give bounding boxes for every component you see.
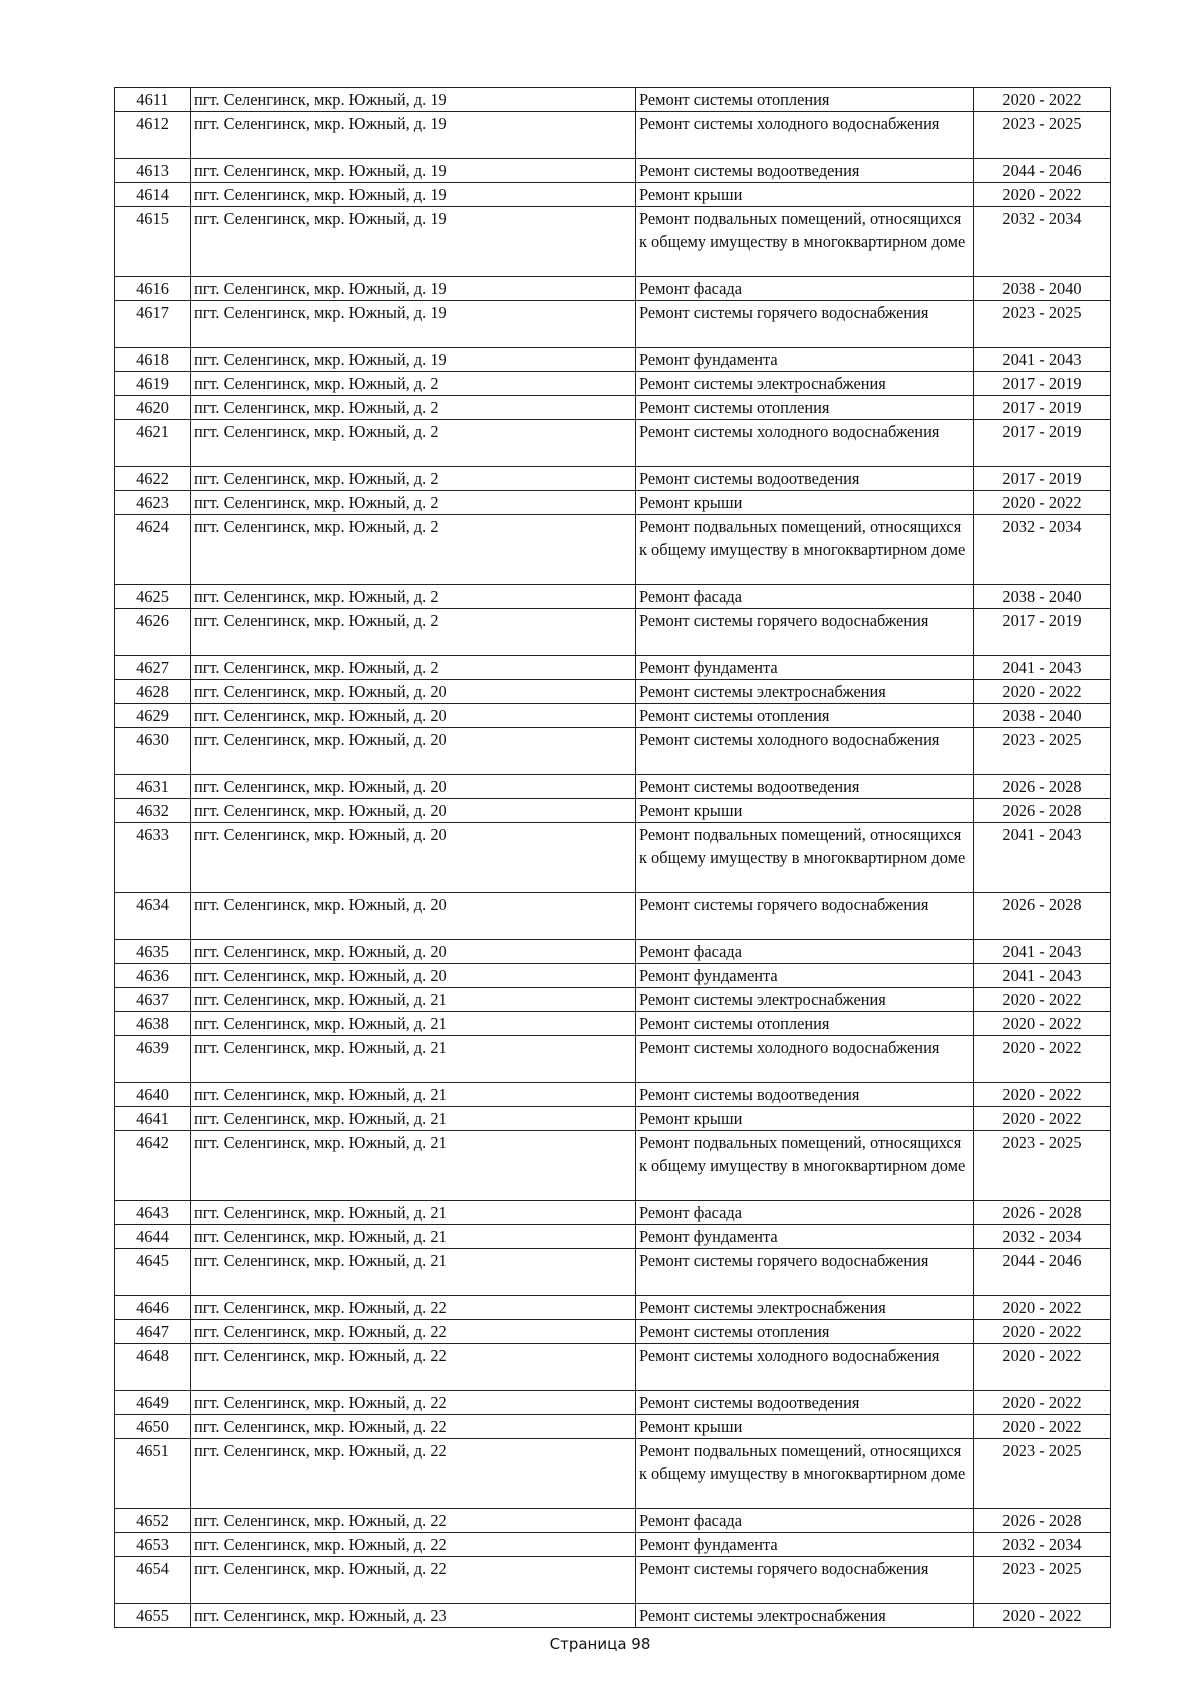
period-cell: 2041 - 2043 [974, 823, 1111, 893]
row-number-cell: 4622 [115, 467, 191, 491]
work-type-cell: Ремонт системы горячего водоснабжения [636, 893, 974, 940]
work-type-cell: Ремонт крыши [636, 1415, 974, 1439]
period-cell: 2023 - 2025 [974, 301, 1111, 348]
work-type-cell: Ремонт фасада [636, 1201, 974, 1225]
table-row [115, 609, 1111, 656]
table-row [115, 467, 1111, 491]
table-row [115, 515, 1111, 585]
row-number-cell: 4642 [115, 1131, 191, 1201]
period-cell: 2023 - 2025 [974, 1131, 1111, 1201]
period-cell: 2020 - 2022 [974, 88, 1111, 112]
period-cell: 2017 - 2019 [974, 372, 1111, 396]
work-type-cell: Ремонт фасада [636, 277, 974, 301]
table-row [115, 1391, 1111, 1415]
period-cell: 2041 - 2043 [974, 656, 1111, 680]
work-type-cell: Ремонт системы горячего водоснабжения [636, 301, 974, 348]
address-cell: пгт. Селенгинск, мкр. Южный, д. 22 [191, 1296, 636, 1320]
period-cell: 2020 - 2022 [974, 1107, 1111, 1131]
period-cell: 2038 - 2040 [974, 704, 1111, 728]
period-cell: 2023 - 2025 [974, 1557, 1111, 1604]
work-type-cell: Ремонт подвальных помещений, относящихся к общему имуществу в многоквартирном доме [636, 207, 974, 277]
period-cell: 2026 - 2028 [974, 1201, 1111, 1225]
address-cell: пгт. Селенгинск, мкр. Южный, д. 21 [191, 1107, 636, 1131]
period-cell: 2020 - 2022 [974, 988, 1111, 1012]
address-cell: пгт. Селенгинск, мкр. Южный, д. 20 [191, 775, 636, 799]
row-number-cell: 4638 [115, 1012, 191, 1036]
period-cell: 2044 - 2046 [974, 1249, 1111, 1296]
address-cell: пгт. Селенгинск, мкр. Южный, д. 19 [191, 159, 636, 183]
work-type-cell: Ремонт фундамента [636, 1533, 974, 1557]
address-cell: пгт. Селенгинск, мкр. Южный, д. 20 [191, 940, 636, 964]
period-cell: 2023 - 2025 [974, 112, 1111, 159]
work-type-cell: Ремонт системы отопления [636, 704, 974, 728]
table-row [115, 964, 1111, 988]
period-cell: 2020 - 2022 [974, 1083, 1111, 1107]
period-cell: 2026 - 2028 [974, 799, 1111, 823]
row-number-cell: 4641 [115, 1107, 191, 1131]
period-cell: 2038 - 2040 [974, 277, 1111, 301]
row-number-cell: 4619 [115, 372, 191, 396]
table-row [115, 1201, 1111, 1225]
address-cell: пгт. Селенгинск, мкр. Южный, д. 22 [191, 1320, 636, 1344]
address-cell: пгт. Селенгинск, мкр. Южный, д. 2 [191, 372, 636, 396]
table-row [115, 988, 1111, 1012]
table-row [115, 799, 1111, 823]
row-number-cell: 4633 [115, 823, 191, 893]
period-cell: 2020 - 2022 [974, 1036, 1111, 1083]
address-cell: пгт. Селенгинск, мкр. Южный, д. 2 [191, 656, 636, 680]
row-number-cell: 4614 [115, 183, 191, 207]
work-type-cell: Ремонт системы горячего водоснабжения [636, 609, 974, 656]
address-cell: пгт. Селенгинск, мкр. Южный, д. 2 [191, 420, 636, 467]
row-number-cell: 4616 [115, 277, 191, 301]
address-cell: пгт. Селенгинск, мкр. Южный, д. 2 [191, 585, 636, 609]
row-number-cell: 4629 [115, 704, 191, 728]
address-cell: пгт. Селенгинск, мкр. Южный, д. 20 [191, 823, 636, 893]
table-row [115, 301, 1111, 348]
address-cell: пгт. Селенгинск, мкр. Южный, д. 22 [191, 1557, 636, 1604]
row-number-cell: 4630 [115, 728, 191, 775]
table-row [115, 88, 1111, 112]
period-cell: 2023 - 2025 [974, 1439, 1111, 1509]
address-cell: пгт. Селенгинск, мкр. Южный, д. 19 [191, 277, 636, 301]
table-row [115, 1107, 1111, 1131]
table-row [115, 1131, 1111, 1201]
address-cell: пгт. Селенгинск, мкр. Южный, д. 21 [191, 1201, 636, 1225]
row-number-cell: 4613 [115, 159, 191, 183]
work-type-cell: Ремонт системы водоотведения [636, 159, 974, 183]
address-cell: пгт. Селенгинск, мкр. Южный, д. 19 [191, 183, 636, 207]
work-type-cell: Ремонт системы электроснабжения [636, 988, 974, 1012]
work-type-cell: Ремонт системы водоотведения [636, 1083, 974, 1107]
row-number-cell: 4625 [115, 585, 191, 609]
address-cell: пгт. Селенгинск, мкр. Южный, д. 23 [191, 1604, 636, 1628]
period-cell: 2020 - 2022 [974, 1320, 1111, 1344]
work-type-cell: Ремонт крыши [636, 183, 974, 207]
row-number-cell: 4654 [115, 1557, 191, 1604]
address-cell: пгт. Селенгинск, мкр. Южный, д. 22 [191, 1391, 636, 1415]
address-cell: пгт. Селенгинск, мкр. Южный, д. 2 [191, 609, 636, 656]
row-number-cell: 4615 [115, 207, 191, 277]
table-row [115, 348, 1111, 372]
period-cell: 2020 - 2022 [974, 1344, 1111, 1391]
period-cell: 2032 - 2034 [974, 207, 1111, 277]
work-type-cell: Ремонт системы отопления [636, 1320, 974, 1344]
work-type-cell: Ремонт фасада [636, 585, 974, 609]
address-cell: пгт. Селенгинск, мкр. Южный, д. 22 [191, 1509, 636, 1533]
period-cell: 2044 - 2046 [974, 159, 1111, 183]
row-number-cell: 4623 [115, 491, 191, 515]
address-cell: пгт. Селенгинск, мкр. Южный, д. 2 [191, 396, 636, 420]
period-cell: 2020 - 2022 [974, 1012, 1111, 1036]
address-cell: пгт. Селенгинск, мкр. Южный, д. 20 [191, 680, 636, 704]
address-cell: пгт. Селенгинск, мкр. Южный, д. 20 [191, 893, 636, 940]
period-cell: 2017 - 2019 [974, 396, 1111, 420]
table-row [115, 491, 1111, 515]
address-cell: пгт. Селенгинск, мкр. Южный, д. 22 [191, 1533, 636, 1557]
period-cell: 2020 - 2022 [974, 1415, 1111, 1439]
address-cell: пгт. Селенгинск, мкр. Южный, д. 22 [191, 1415, 636, 1439]
table-row [115, 1604, 1111, 1628]
table-row [115, 728, 1111, 775]
row-number-cell: 4637 [115, 988, 191, 1012]
address-cell: пгт. Селенгинск, мкр. Южный, д. 21 [191, 1036, 636, 1083]
table-row [115, 1344, 1111, 1391]
address-cell: пгт. Селенгинск, мкр. Южный, д. 2 [191, 515, 636, 585]
table-row [115, 704, 1111, 728]
row-number-cell: 4649 [115, 1391, 191, 1415]
period-cell: 2023 - 2025 [974, 728, 1111, 775]
table-row [115, 1012, 1111, 1036]
table-row [115, 207, 1111, 277]
table-row [115, 1439, 1111, 1509]
row-number-cell: 4655 [115, 1604, 191, 1628]
work-type-cell: Ремонт системы отопления [636, 1012, 974, 1036]
work-type-cell: Ремонт подвальных помещений, относящихся к общему имуществу в многоквартирном доме [636, 823, 974, 893]
period-cell: 2026 - 2028 [974, 893, 1111, 940]
period-cell: 2020 - 2022 [974, 1391, 1111, 1415]
period-cell: 2020 - 2022 [974, 1296, 1111, 1320]
period-cell: 2041 - 2043 [974, 964, 1111, 988]
row-number-cell: 4650 [115, 1415, 191, 1439]
row-number-cell: 4617 [115, 301, 191, 348]
work-type-cell: Ремонт системы отопления [636, 396, 974, 420]
address-cell: пгт. Селенгинск, мкр. Южный, д. 21 [191, 1249, 636, 1296]
table-row [115, 656, 1111, 680]
row-number-cell: 4653 [115, 1533, 191, 1557]
row-number-cell: 4627 [115, 656, 191, 680]
row-number-cell: 4621 [115, 420, 191, 467]
work-type-cell: Ремонт фундамента [636, 964, 974, 988]
work-type-cell: Ремонт системы электроснабжения [636, 1604, 974, 1628]
work-type-cell: Ремонт фундамента [636, 348, 974, 372]
address-cell: пгт. Селенгинск, мкр. Южный, д. 21 [191, 1083, 636, 1107]
row-number-cell: 4631 [115, 775, 191, 799]
table-row [115, 372, 1111, 396]
period-cell: 2032 - 2034 [974, 1225, 1111, 1249]
row-number-cell: 4620 [115, 396, 191, 420]
page-number: Страница 98 [549, 1635, 651, 1653]
address-cell: пгт. Селенгинск, мкр. Южный, д. 20 [191, 964, 636, 988]
work-type-cell: Ремонт фундамента [636, 656, 974, 680]
work-type-cell: Ремонт системы холодного водоснабжения [636, 728, 974, 775]
table-row [115, 893, 1111, 940]
period-cell: 2020 - 2022 [974, 1604, 1111, 1628]
work-type-cell: Ремонт системы водоотведения [636, 467, 974, 491]
address-cell: пгт. Селенгинск, мкр. Южный, д. 22 [191, 1439, 636, 1509]
row-number-cell: 4628 [115, 680, 191, 704]
work-type-cell: Ремонт крыши [636, 1107, 974, 1131]
period-cell: 2020 - 2022 [974, 680, 1111, 704]
period-cell: 2017 - 2019 [974, 420, 1111, 467]
row-number-cell: 4611 [115, 88, 191, 112]
row-number-cell: 4626 [115, 609, 191, 656]
table-row [115, 1225, 1111, 1249]
work-type-cell: Ремонт подвальных помещений, относящихся к общему имуществу в многоквартирном доме [636, 515, 974, 585]
work-type-cell: Ремонт системы холодного водоснабжения [636, 420, 974, 467]
table-row [115, 1415, 1111, 1439]
row-number-cell: 4636 [115, 964, 191, 988]
row-number-cell: 4640 [115, 1083, 191, 1107]
row-number-cell: 4635 [115, 940, 191, 964]
row-number-cell: 4648 [115, 1344, 191, 1391]
work-type-cell: Ремонт системы горячего водоснабжения [636, 1249, 974, 1296]
address-cell: пгт. Селенгинск, мкр. Южный, д. 2 [191, 467, 636, 491]
address-cell: пгт. Селенгинск, мкр. Южный, д. 20 [191, 799, 636, 823]
address-cell: пгт. Селенгинск, мкр. Южный, д. 21 [191, 988, 636, 1012]
table-row [115, 823, 1111, 893]
period-cell: 2038 - 2040 [974, 585, 1111, 609]
table-row [115, 396, 1111, 420]
period-cell: 2020 - 2022 [974, 491, 1111, 515]
table-row [115, 277, 1111, 301]
table-row [115, 183, 1111, 207]
table-row [115, 1036, 1111, 1083]
table-row [115, 1533, 1111, 1557]
row-number-cell: 4612 [115, 112, 191, 159]
period-cell: 2041 - 2043 [974, 940, 1111, 964]
row-number-cell: 4644 [115, 1225, 191, 1249]
table-row [115, 775, 1111, 799]
period-cell: 2017 - 2019 [974, 609, 1111, 656]
address-cell: пгт. Селенгинск, мкр. Южный, д. 19 [191, 112, 636, 159]
address-cell: пгт. Селенгинск, мкр. Южный, д. 21 [191, 1012, 636, 1036]
work-type-cell: Ремонт крыши [636, 799, 974, 823]
address-cell: пгт. Селенгинск, мкр. Южный, д. 21 [191, 1131, 636, 1201]
work-type-cell: Ремонт системы холодного водоснабжения [636, 1036, 974, 1083]
work-type-cell: Ремонт системы электроснабжения [636, 1296, 974, 1320]
table-row [115, 1557, 1111, 1604]
table-row [115, 112, 1111, 159]
row-number-cell: 4647 [115, 1320, 191, 1344]
repair-schedule-table [114, 87, 1111, 1628]
period-cell: 2026 - 2028 [974, 775, 1111, 799]
table-row [115, 1083, 1111, 1107]
period-cell: 2032 - 2034 [974, 515, 1111, 585]
work-type-cell: Ремонт подвальных помещений, относящихся к общему имуществу в многоквартирном доме [636, 1131, 974, 1201]
address-cell: пгт. Селенгинск, мкр. Южный, д. 19 [191, 301, 636, 348]
period-cell: 2026 - 2028 [974, 1509, 1111, 1533]
row-number-cell: 4643 [115, 1201, 191, 1225]
table-row [115, 940, 1111, 964]
row-number-cell: 4632 [115, 799, 191, 823]
work-type-cell: Ремонт системы водоотведения [636, 1391, 974, 1415]
address-cell: пгт. Селенгинск, мкр. Южный, д. 2 [191, 491, 636, 515]
period-cell: 2017 - 2019 [974, 467, 1111, 491]
period-cell: 2041 - 2043 [974, 348, 1111, 372]
period-cell: 2032 - 2034 [974, 1533, 1111, 1557]
row-number-cell: 4652 [115, 1509, 191, 1533]
work-type-cell: Ремонт крыши [636, 491, 974, 515]
work-type-cell: Ремонт системы водоотведения [636, 775, 974, 799]
table-body [115, 88, 1111, 1628]
row-number-cell: 4624 [115, 515, 191, 585]
work-type-cell: Ремонт фундамента [636, 1225, 974, 1249]
address-cell: пгт. Селенгинск, мкр. Южный, д. 19 [191, 88, 636, 112]
table-row [115, 1249, 1111, 1296]
table-row [115, 420, 1111, 467]
address-cell: пгт. Селенгинск, мкр. Южный, д. 19 [191, 348, 636, 372]
row-number-cell: 4634 [115, 893, 191, 940]
work-type-cell: Ремонт системы отопления [636, 88, 974, 112]
table-row [115, 1296, 1111, 1320]
address-cell: пгт. Селенгинск, мкр. Южный, д. 20 [191, 728, 636, 775]
work-type-cell: Ремонт системы электроснабжения [636, 680, 974, 704]
period-cell: 2020 - 2022 [974, 183, 1111, 207]
address-cell: пгт. Селенгинск, мкр. Южный, д. 21 [191, 1225, 636, 1249]
row-number-cell: 4646 [115, 1296, 191, 1320]
row-number-cell: 4651 [115, 1439, 191, 1509]
row-number-cell: 4639 [115, 1036, 191, 1083]
row-number-cell: 4618 [115, 348, 191, 372]
work-type-cell: Ремонт системы холодного водоснабжения [636, 1344, 974, 1391]
address-cell: пгт. Селенгинск, мкр. Южный, д. 19 [191, 207, 636, 277]
table-row [115, 680, 1111, 704]
work-type-cell: Ремонт системы электроснабжения [636, 372, 974, 396]
work-type-cell: Ремонт фасада [636, 1509, 974, 1533]
address-cell: пгт. Селенгинск, мкр. Южный, д. 20 [191, 704, 636, 728]
table-row [115, 1320, 1111, 1344]
work-type-cell: Ремонт системы холодного водоснабжения [636, 112, 974, 159]
work-type-cell: Ремонт системы горячего водоснабжения [636, 1557, 974, 1604]
table-row [115, 585, 1111, 609]
work-type-cell: Ремонт подвальных помещений, относящихся к общему имуществу в многоквартирном доме [636, 1439, 974, 1509]
table-row [115, 1509, 1111, 1533]
address-cell: пгт. Селенгинск, мкр. Южный, д. 22 [191, 1344, 636, 1391]
work-type-cell: Ремонт фасада [636, 940, 974, 964]
table-row [115, 159, 1111, 183]
row-number-cell: 4645 [115, 1249, 191, 1296]
